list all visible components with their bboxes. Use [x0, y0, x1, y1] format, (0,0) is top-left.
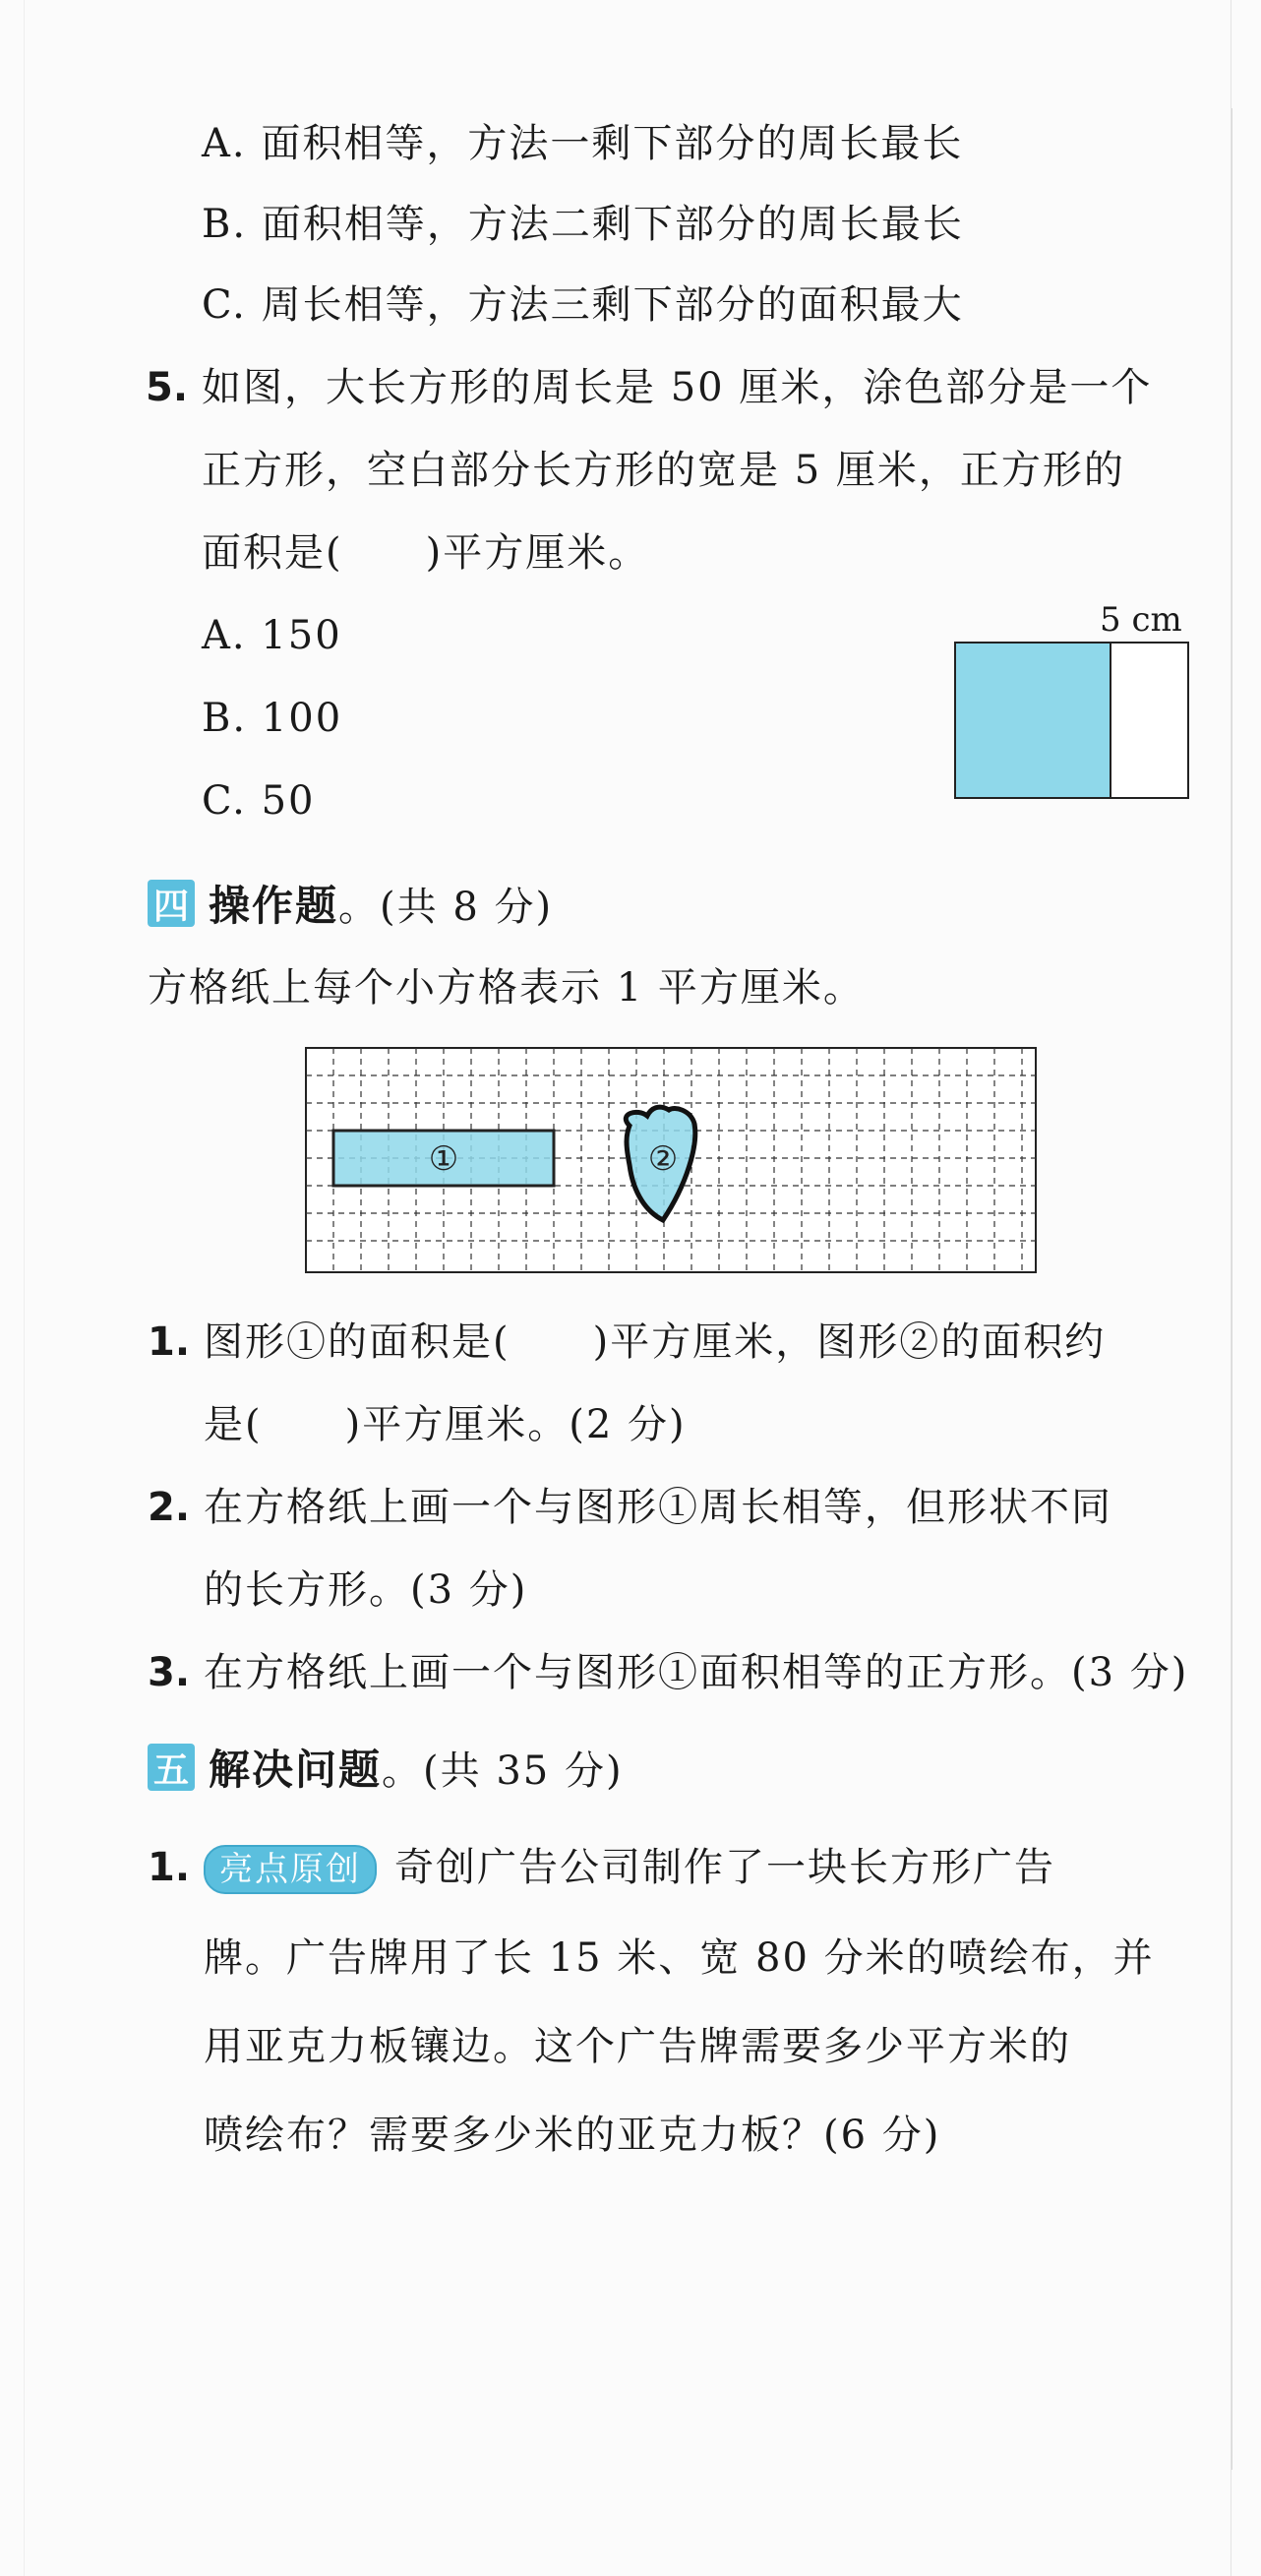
q5-line2: 正方形，空白部分长方形的宽是 5 厘米，正方形的: [202, 448, 1125, 493]
section4-intro: 方格纸上每个小方格表示 1 平方厘米。: [148, 965, 865, 1011]
section4-score: 。(共 8 分): [338, 884, 554, 930]
shape-1-label: ①: [428, 1139, 459, 1179]
q5-figure-label: 5 cm: [1100, 600, 1182, 640]
section4-badge: 四: [148, 880, 195, 927]
s4-q2-line1: 在方格纸上画一个与图形①周长相等，但形状不同: [204, 1485, 1112, 1530]
grid-paper: [305, 1047, 1037, 1281]
section5-badge: 五: [148, 1744, 195, 1791]
q4-option-a: A. 面积相等，方法一剩下部分的周长最长: [202, 121, 964, 166]
q5-line3: 面积是( )平方厘米。: [202, 530, 650, 576]
shape-2-label: ②: [647, 1139, 679, 1179]
s4-q2-line2: 的长方形。(3 分): [204, 1567, 528, 1613]
blank-rectangle: [1111, 643, 1188, 798]
section5-title: 解决问题: [209, 1746, 383, 1794]
original-tag: 亮点原创: [204, 1845, 377, 1894]
margin-line: [1231, 108, 1232, 2470]
s4-q2-number: 2.: [148, 1485, 191, 1530]
s4-q3-number: 3.: [148, 1650, 191, 1695]
section5-score: 。(共 35 分): [382, 1748, 624, 1794]
s4-q1-line1: 图形①的面积是( )平方厘米，图形②的面积约: [204, 1319, 1107, 1365]
s5-q1-line2: 牌。广告牌用了长 15 米、宽 80 分米的喷绘布，并: [204, 1935, 1155, 1981]
section4-title: 操作题: [209, 882, 339, 930]
s5-q1-line1-wrap: [204, 1840, 1055, 1895]
section4-header: [148, 874, 553, 933]
q5-line1: 如图，大长方形的周长是 50 厘米，涂色部分是一个: [202, 365, 1153, 410]
s5-q1-line4: 喷绘布？需要多少米的亚克力板？(6 分): [204, 2113, 941, 2158]
q4-option-b: B. 面积相等，方法二剩下部分的周长最长: [202, 202, 964, 247]
s4-q1-line2: 是( )平方厘米。(2 分): [204, 1402, 687, 1447]
shaded-square: [955, 643, 1111, 798]
s4-q1-number: 1.: [148, 1319, 191, 1365]
s5-q1-line3: 用亚克力板镶边。这个广告牌需要多少平方米的: [204, 2024, 1071, 2069]
q5-figure: [954, 642, 1190, 801]
s4-q3-line1: 在方格纸上画一个与图形①面积相等的正方形。(3 分): [204, 1650, 1189, 1695]
q5-option-a: A. 150: [202, 613, 342, 658]
section5-header: [148, 1738, 624, 1797]
q5-option-b: B. 100: [202, 696, 343, 741]
q4-option-c: C. 周长相等，方法三剩下部分的面积最大: [202, 282, 964, 328]
s5-q1-line1: 奇创广告公司制作了一块长方形广告: [394, 1845, 1055, 1890]
s5-q1-number: 1.: [148, 1845, 191, 1890]
q5-option-c: C. 50: [202, 778, 316, 824]
q5-number: 5.: [146, 365, 189, 410]
